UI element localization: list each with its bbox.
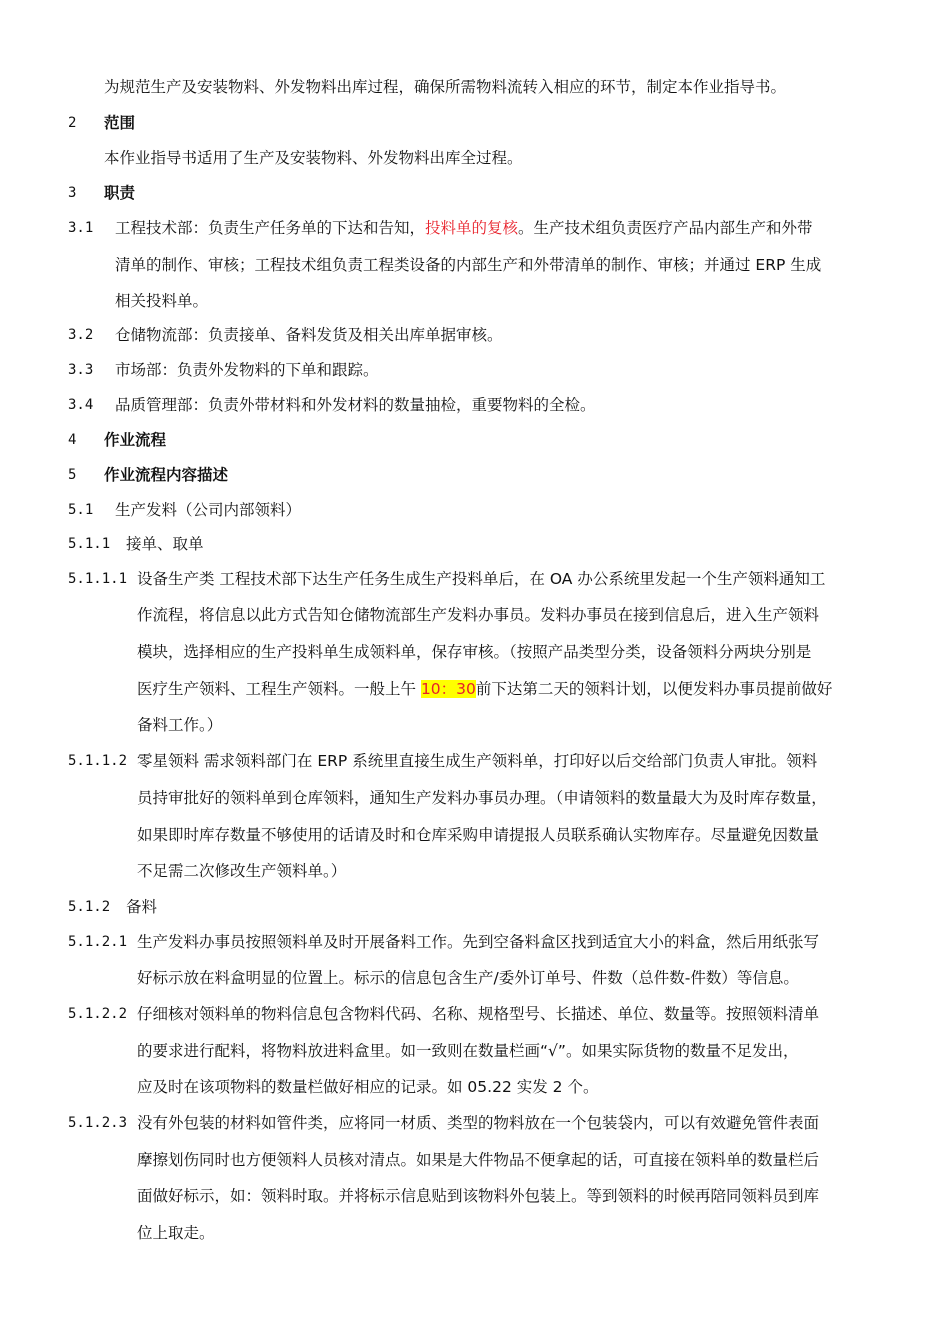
section-3-4-text: 品质管理部：负责外带材料和外发材料的数量抽检，重要物料的全检。 [115,396,596,414]
section-5-1-1-1-number: 5.1.1.1 [68,571,128,587]
section-5-1-2-number: 5.1.2 [68,899,111,915]
section-5-1-1-2-line-2: 员持审批好的领料单到仓库领料，通知生产发料办事员办理。（申请领料的数量最大为及时库存数量， [137,789,827,807]
section-5-1-1-1-line-4 [137,678,832,700]
section-4-number: 4 [68,432,77,448]
section-5-1-1-2-number: 5.1.1.2 [68,753,128,769]
section-5-1-2-2-line-3: 应及时在该项物料的数量栏做好相应的记录。如 05.22 实发 2 个。 [137,1078,599,1096]
section-5-1-1-1-line-1: 设备生产类 工程技术部下达生产任务生成生产投料单后，在 OA 办公系统里发起一个生产领料通知工 [137,570,826,588]
section-4-title: 作业流程 [104,431,167,449]
section-5-1-2-2-number: 5.1.2.2 [68,1006,128,1022]
section-3-1-line-2: 清单的制作、审核；工程技术组负责工程类设备的内部生产和外带清单的制作、审核；并通过 ERP 生成 [115,256,822,274]
section-5-1-1-number: 5.1.1 [68,536,111,552]
section-5-1-2-2-line-1: 仔细核对领料单的物料信息包含物料代码、名称、规格型号、长描述、单位、数量等。按照领料清单 [137,1005,820,1023]
section-5-1-2-1-number: 5.1.2.1 [68,934,128,950]
section-5-1-2-3-line-4: 位上取走。 [137,1224,215,1242]
section-3-3-number: 3.3 [68,362,94,378]
section-3-1-line-1 [115,217,813,239]
section-3-1-number: 3.1 [68,220,94,236]
intro-paragraph: 为规范生产及安装物料、外发物料出库过程，确保所需物料流转入相应的环节，制定本作业指导书。 [104,78,787,96]
section-5-title: 作业流程内容描述 [104,466,229,484]
section-5-1-2-2-line-2: 的要求进行配料，将物料放进料盒里。如一致则在数量栏画“√”。如果实际货物的数量不足发出， [137,1042,799,1060]
section-3-4-number: 3.4 [68,397,94,413]
section-3-1-line-3: 相关投料单。 [115,292,209,310]
section-5-1-1-title: 接单、取单 [126,535,204,553]
section-5-1-1-1-line-5: 备料工作。） [137,716,223,734]
section-2-number: 2 [68,115,77,131]
section-5-1-1-2-line-4: 不足需二次修改生产领料单。） [137,862,347,880]
section-3-2-text: 仓储物流部：负责接单、备料发货及相关出库单据审核。 [115,326,503,344]
section-2-body: 本作业指导书适用了生产及安装物料、外发物料出库全过程。 [104,149,523,167]
section-5-1-2-3-number: 5.1.2.3 [68,1115,128,1131]
section-5-1-2-title: 备料 [126,898,158,916]
section-5-1-1-1-text-a: 医疗生产领料、工程生产领料。一般上午 [137,680,421,698]
section-3-1-text-b: 。生产技术组负责医疗产品内部生产和外带 [518,219,813,237]
section-5-1-1-1-text-b: 前下达第二天的领料计划，以便发料办事员提前做好 [475,680,833,698]
section-3-1-text-a: 工程技术部：负责生产任务单的下达和告知， [115,219,426,237]
section-3-number: 3 [68,185,77,201]
section-5-1-1-1-line-2: 作流程，将信息以此方式告知仓储物流部生产发料办事员。发料办事员在接到信息后，进入生产领料 [137,606,820,624]
section-5-1-number: 5.1 [68,502,94,518]
section-5-1-1-2-line-3: 如果即时库存数量不够使用的话请及时和仓库采购申请提报人员联系确认实物库存。尽量避免因数量 [137,826,820,844]
section-3-1-red-text: 投料单的复核 [425,219,519,237]
section-5-1-2-3-line-3: 面做好标示，如：领料时取。并将标示信息贴到该物料外包装上。等到领料的时候再陪同领料员到库 [137,1187,820,1205]
section-5-1-1-1-line-3: 模块，选择相应的生产投料单生成领料单，保存审核。（按照产品类型分类，设备领料分两块分别是 [137,643,812,661]
section-5-number: 5 [68,467,77,483]
section-3-title: 职责 [104,184,136,202]
section-5-1-1-2-line-1: 零星领料 需求领料部门在 ERP 系统里直接生成生产领料单，打印好以后交给部门负责人审批。领料 [137,752,818,770]
section-2-title: 范围 [104,114,136,132]
section-5-1-2-1-line-2: 好标示放在料盒明显的位置上。标示的信息包含生产/委外订单号、件数（总件数-件数）等信息。 [137,969,799,987]
section-3-3-text: 市场部：负责外发物料的下单和跟踪。 [115,361,379,379]
section-5-1-2-3-line-2: 摩擦划伤同时也方便领料人员核对清点。如果是大件物品不便拿起的话，可直接在领料单的数量栏后 [137,1151,820,1169]
highlighted-time: 10：30 [420,680,476,698]
section-5-1-2-1-line-1: 生产发料办事员按照领料单及时开展备料工作。先到空备料盒区找到适宜大小的料盒，然后用纸张写 [137,933,820,951]
section-5-1-title: 生产发料（公司内部领料） [115,501,302,519]
section-5-1-2-3-line-1: 没有外包装的材料如管件类，应将同一材质、类型的物料放在一个包装袋内，可以有效避免管件表面 [137,1114,820,1132]
section-3-2-number: 3.2 [68,327,94,343]
